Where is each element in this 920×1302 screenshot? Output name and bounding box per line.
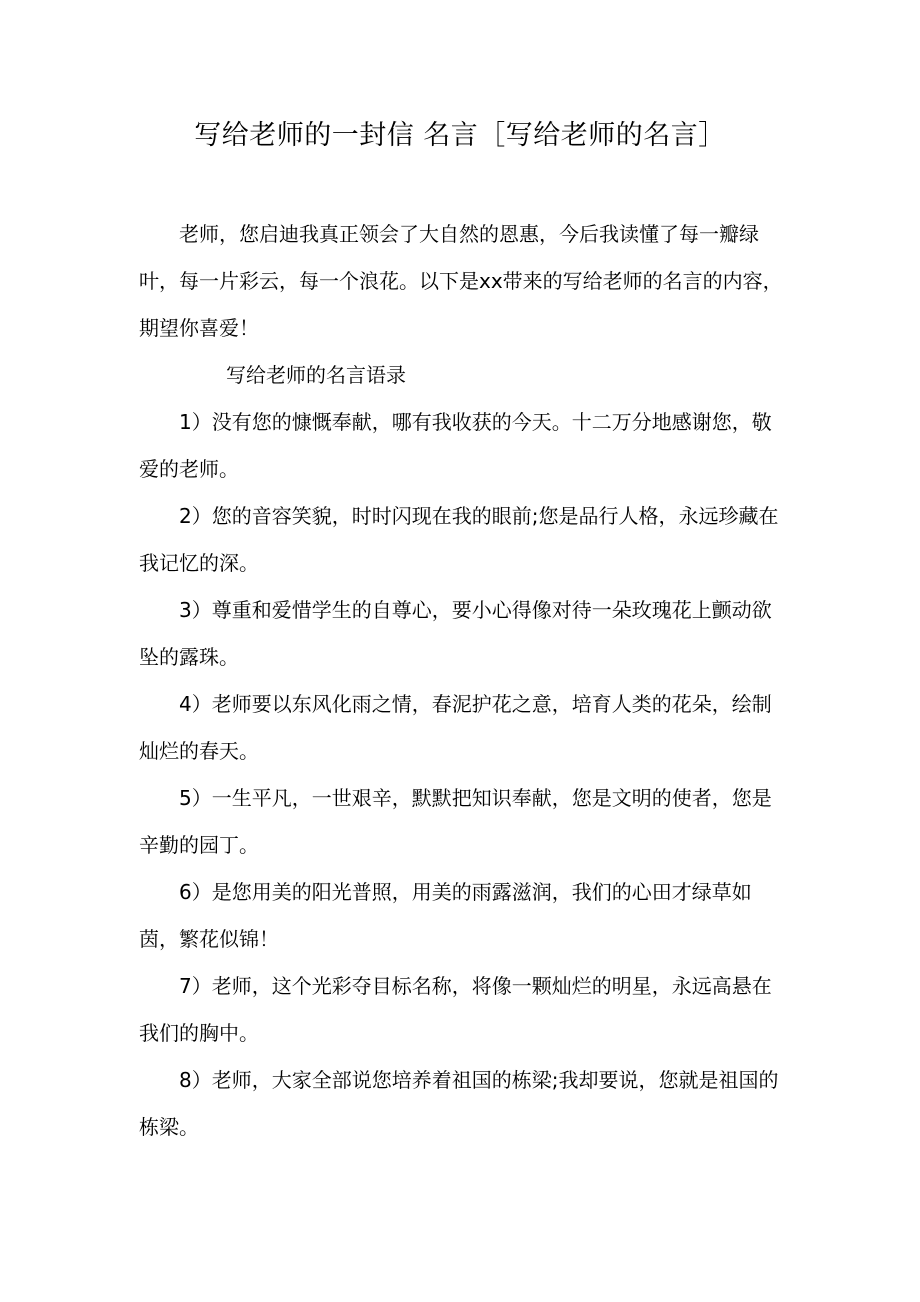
quote-item: 1）没有您的慷慨奉献，哪有我收获的今天。十二万分地感谢您，敬爱的老师。 [139, 410, 772, 481]
document-title: 写给老师的一封信 名言［写给老师的名言］ [194, 120, 726, 151]
intro-paragraph: 老师，您启迪我真正领会了大自然的恩惠，今后我读懂了每一瓣绿叶，每一片彩云，每一个浪花。以下是xx带来的写给老师的名言的内容，期望你喜爱！ [139, 222, 783, 340]
quote-item: 8）老师，大家全部说您培养着祖国的栋梁;我却要说，您就是祖国的栋梁。 [139, 1068, 779, 1139]
quote-item: 5）一生平凡，一世艰辛，默默把知识奉献，您是文明的使者，您是辛勤的园丁。 [139, 786, 772, 857]
quote-item: 2）您的音容笑貌，时时闪现在我的眼前;您是品行人格，永远珍藏在我记忆的深。 [139, 504, 779, 575]
quote-item: 4）老师要以东风化雨之情，春泥护花之意，培育人类的花朵，绘制灿烂的春天。 [139, 692, 772, 763]
quote-item: 7）老师，这个光彩夺目标名称，将像一颗灿烂的明星，永远高悬在我们的胸中。 [139, 974, 772, 1045]
quote-item: 3）尊重和爱惜学生的自尊心，要小心得像对待一朵玫瑰花上颤动欲坠的露珠。 [139, 598, 772, 669]
document-body [139, 211, 783, 1151]
quote-item: 6）是您用美的阳光普照，用美的雨露滋润，我们的心田才绿草如茵，繁花似锦！ [139, 880, 752, 951]
section-heading: 写给老师的名言语录 [226, 363, 406, 387]
